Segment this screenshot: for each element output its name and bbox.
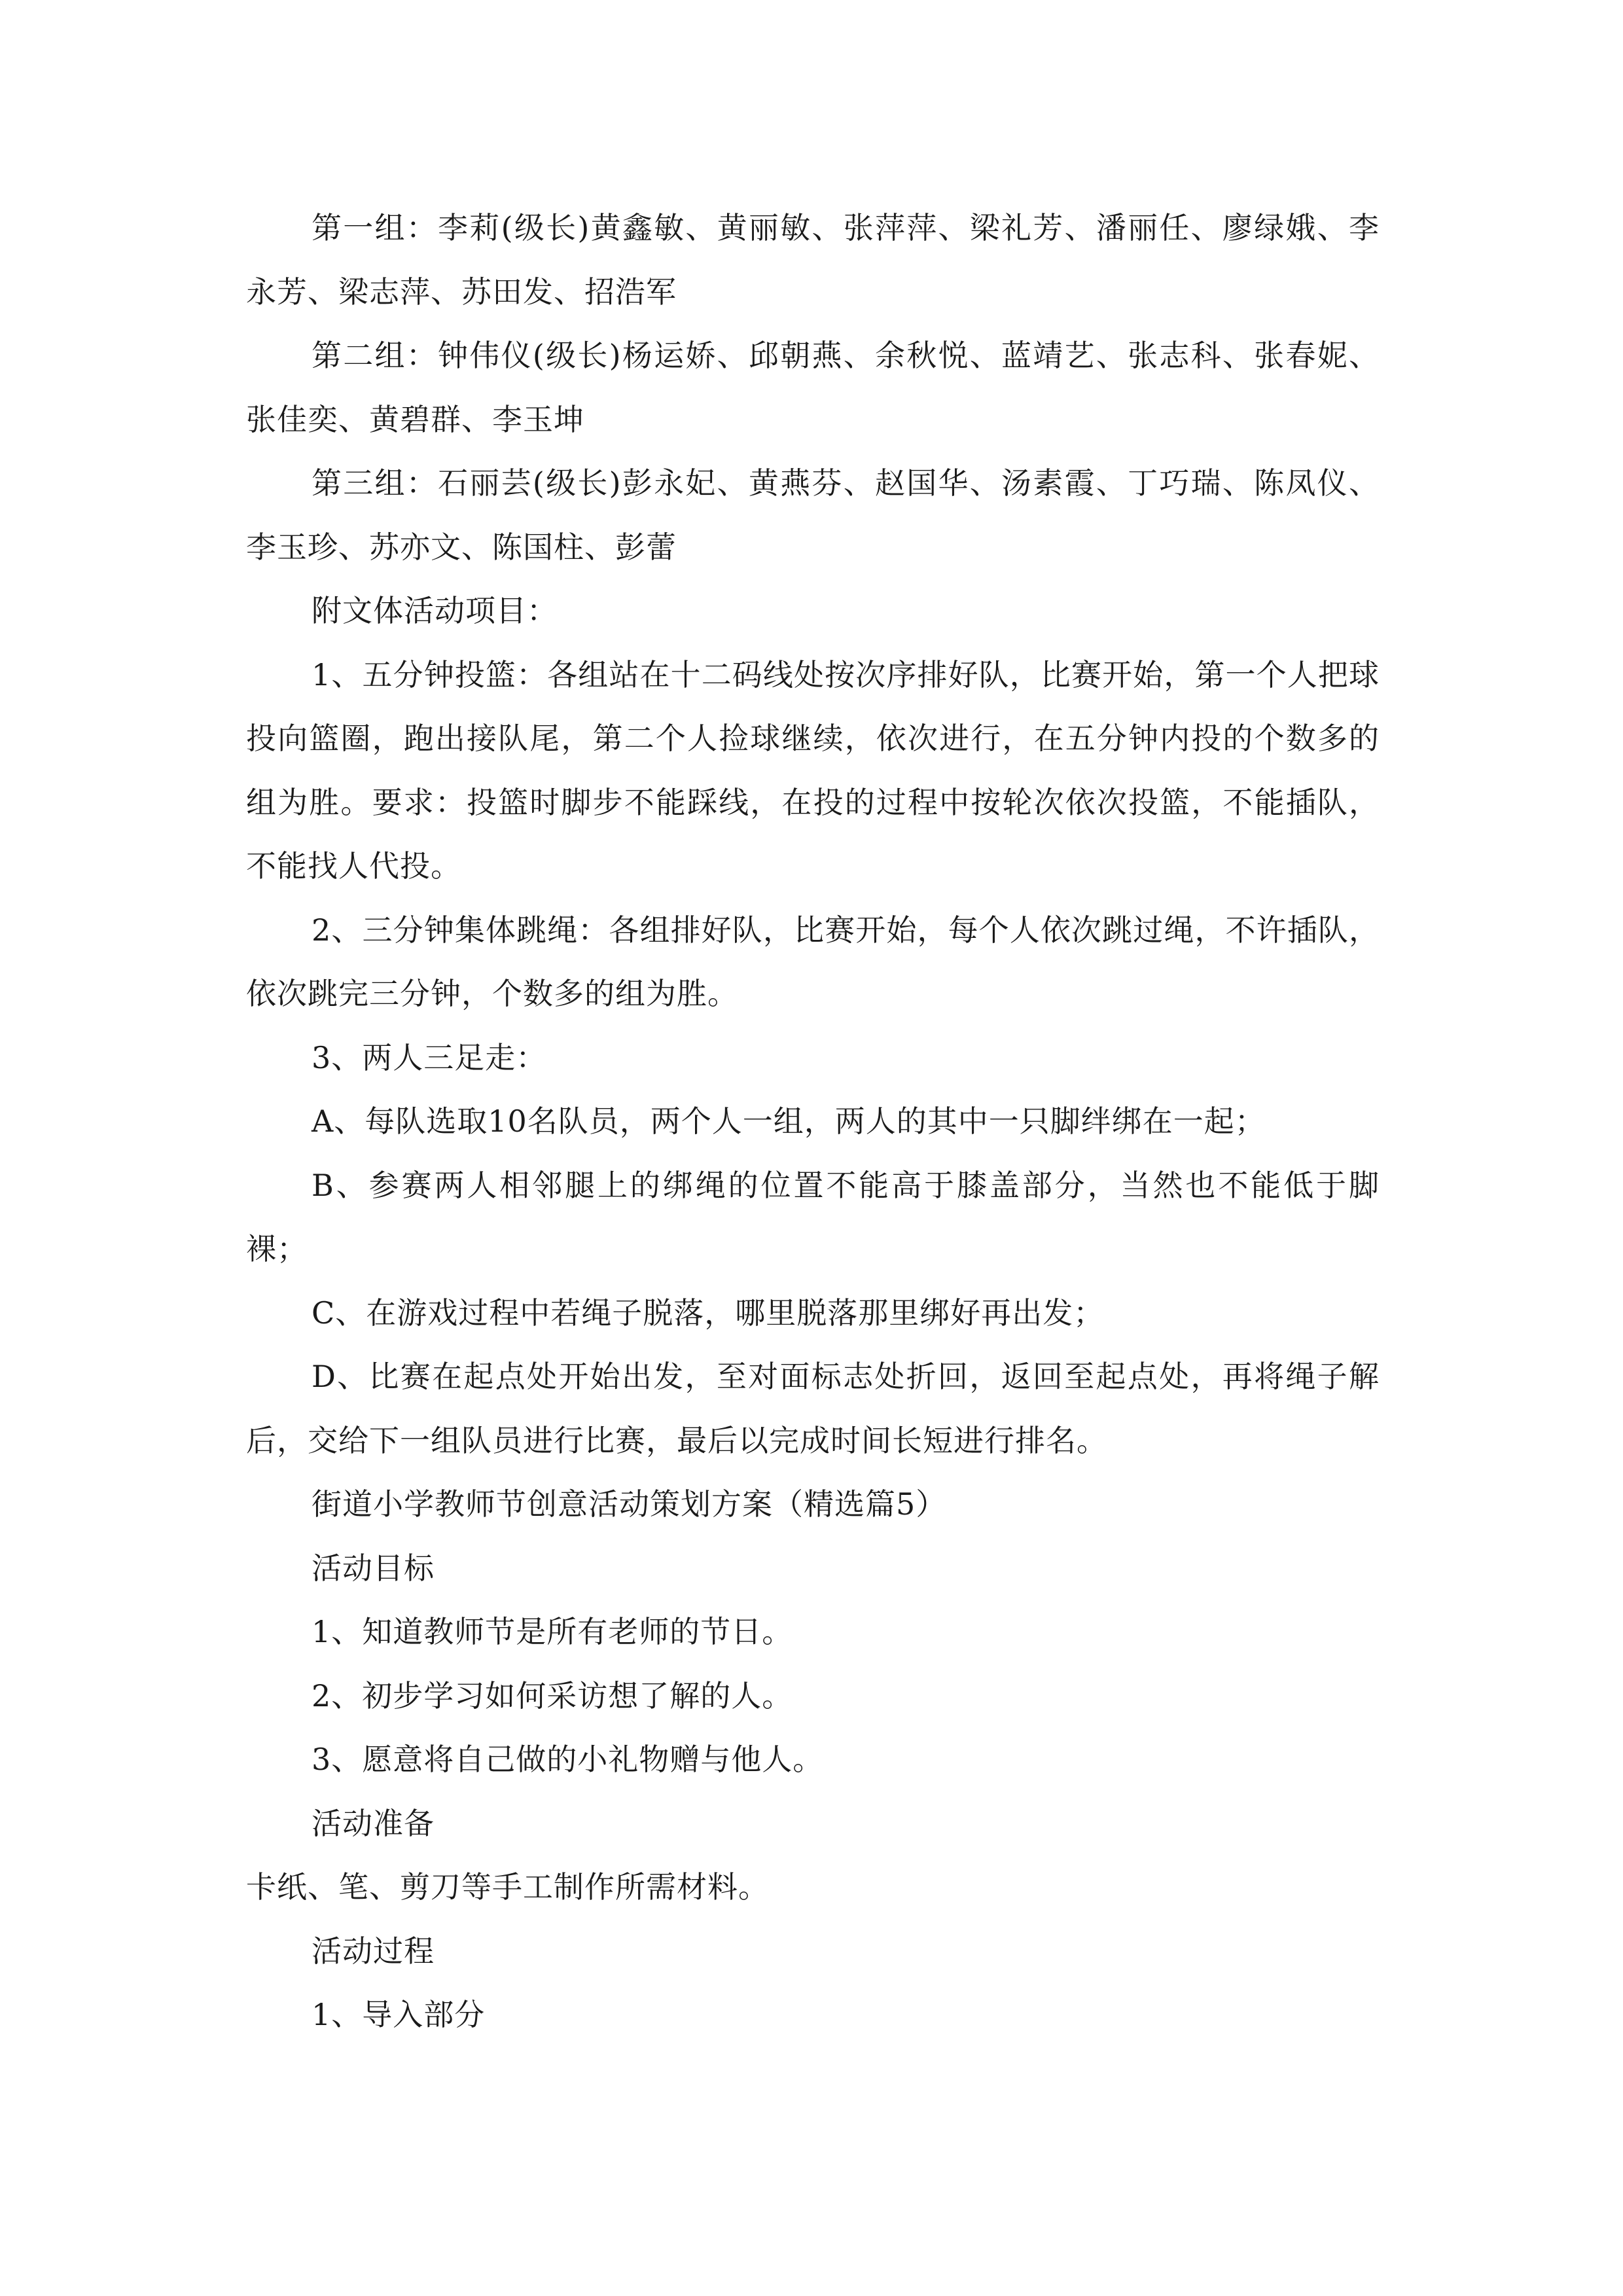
group-three-paragraph: 第三组：石丽芸(级长)彭永妃、黄燕芬、赵国华、汤素霞、丁巧瑞、陈凤仪、李玉珍、苏亦文、陈国柱、彭蕾 (246, 465, 1380, 565)
goal-item-2: 2、初步学习如何采访想了解的人。 (312, 1677, 793, 1713)
process-item-1: 1、导入部分 (312, 1997, 486, 2032)
group-two-paragraph: 第二组：钟伟仪(级长)杨运娇、邱朝燕、余秋悦、蓝靖艺、张志科、张春妮、张佳奕、黄碧群、李玉坤 (246, 338, 1380, 437)
activity-jumprope-paragraph: 2、三分钟集体跳绳：各组排好队，比赛开始，每个人依次跳过绳，不许插队，依次跳完三分钟，个数多的组为胜。 (246, 912, 1380, 1011)
rule-c-paragraph: C、在游戏过程中若绳子脱落，哪里脱落那里绑好再出发； (312, 1295, 1105, 1331)
section-title: 街道小学教师节创意活动策划方案（精选篇5） (312, 1486, 947, 1522)
document-body (246, 196, 1380, 2047)
goal-item-1: 1、知道教师节是所有老师的节日。 (312, 1614, 793, 1649)
activity-basketball-paragraph: 1、五分钟投篮：各组站在十二码线处按次序排好队，比赛开始，第一个人把球投向篮圈，跑出接队尾，第二个人捡球继续，依次进行，在五分钟内投的个数多的组为胜。要求：投篮时脚步不能踩线，在投的过程中按轮次依次投篮，不能插队，不能找人代投。 (246, 656, 1380, 884)
goals-heading: 活动目标 (312, 1550, 435, 1586)
preparation-paragraph: 卡纸、笔、剪刀等手工制作所需材料。 (246, 1869, 769, 1905)
rule-b-paragraph: B、参赛两人相邻腿上的绑绳的位置不能高于膝盖部分，当然也不能低于脚裸； (246, 1167, 1380, 1266)
process-heading: 活动过程 (312, 1933, 435, 1969)
group-one-paragraph: 第一组：李莉(级长)黄鑫敏、黄丽敏、张萍萍、梁礼芳、潘丽任、廖绿娥、李永芳、梁志萍、苏田发、招浩军 (246, 210, 1380, 310)
rule-d-paragraph: D、比赛在起点处开始出发，至对面标志处折回，返回至起点处，再将绳子解后，交给下一组队员进行比赛，最后以完成时间长短进行排名。 (246, 1359, 1380, 1458)
activities-heading: 附文体活动项目： (312, 593, 558, 628)
preparation-heading: 活动准备 (312, 1805, 435, 1841)
rule-a-paragraph: A、每队选取10名队员，两个人一组，两人的其中一只脚绊绑在一起； (312, 1103, 1266, 1139)
goal-item-3: 3、愿意将自己做的小礼物赠与他人。 (312, 1742, 824, 1777)
activity-three-legged-heading: 3、两人三足走： (312, 1039, 547, 1075)
